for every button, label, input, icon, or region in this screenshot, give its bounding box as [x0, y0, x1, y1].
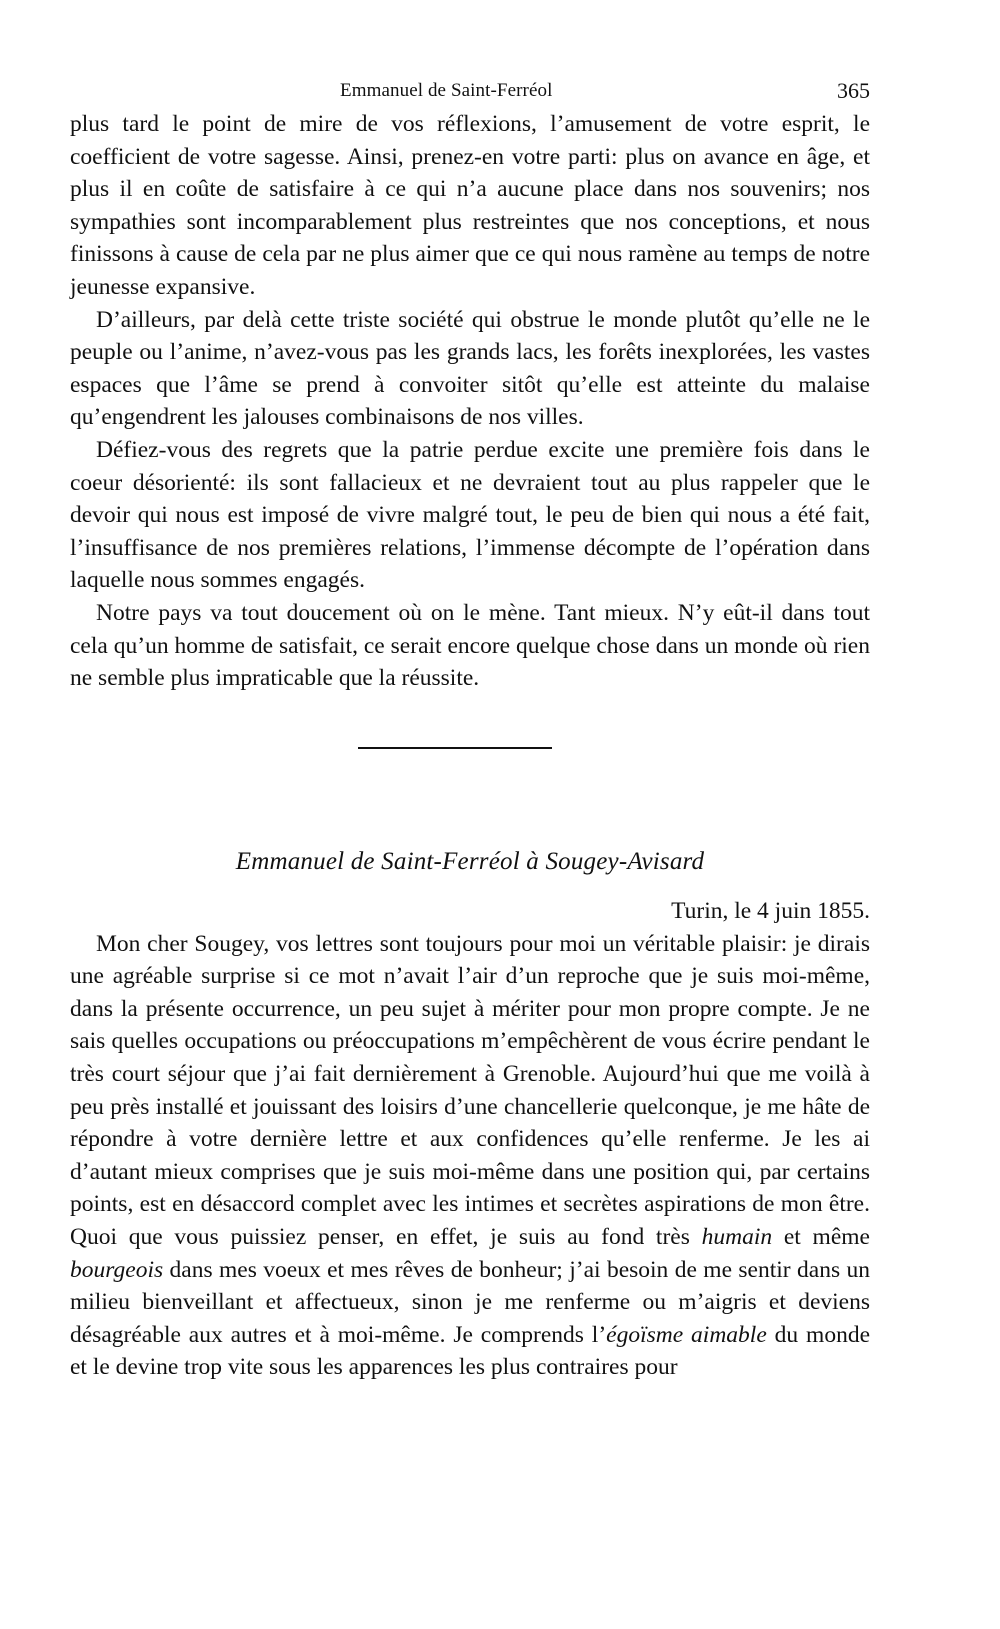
italic-emphasis: bourgeois — [70, 1256, 164, 1283]
page-header — [70, 72, 870, 108]
letter-dateline: Turin, le 4 juin 1855. — [671, 897, 870, 924]
paragraph: D’ailleurs, par delà cette triste société qui obstrue le monde plutôt qu’elle ne le peuple ou l’anime, n’avez-vous pas les grands lacs, les forêts inexplorées, les vastes espaces que l’âme se prend à convoiter sitôt qu’elle est atteinte du malaise qu’engendrent les jalouses combinaisons de nos villes. — [70, 306, 870, 431]
paragraph: Notre pays va tout doucement où on le mène. Tant mieux. N’y eût-il dans tout cela qu’un homme de satisfait, ce serait encore quelque chose dans un monde où rien ne semble plus impraticable que la réussite. — [70, 599, 870, 692]
section-divider-area — [70, 695, 870, 845]
letter-title: Emmanuel de Saint-Ferréol à Sougey-Avisard — [235, 847, 705, 875]
letter-body-paragraph — [70, 928, 870, 1384]
section-divider — [358, 747, 552, 749]
page-number: 365 — [837, 78, 870, 103]
letter-body-text: du monde et le devine trop vite sous les apparences les plus contraires pour — [70, 1321, 870, 1381]
italic-emphasis: égoïsme aimable — [606, 1321, 767, 1348]
letter-body-text: Mon cher Sougey, vos lettres sont toujours pour moi un véritable plaisir: je dirais une agréable surprise si ce mot n’avait l’air d’un reproche que je suis moi-même, dans la présente occurrence, un peu sujet à mériter pour mon propre compte. Je ne sais quelles occupations ou préoccupations m’empêchèrent de vous écrire pendant le très court séjour que j’ai fait dernièrement à Grenoble. Aujourd’hui que me voilà à peu près installé et jouissant des loisirs d’une chancellerie quelconque, je me hâte de répondre à votre dernière lettre et aux confidences qu’elle renferme. Je les ai d’autant mieux comprises que je suis moi-même dans une position qui, par certains points, est en désaccord complet avec les intimes et secrètes aspirations de mon être. Quoi que vous puissiez penser, en effet, je suis au fond très — [70, 930, 870, 1251]
paragraph-continuation: plus tard le point de mire de vos réflexions, l’amusement de votre esprit, le coefficient de votre sagesse. Ainsi, prenez-en votre parti: plus on avance en âge, et plus il en coûte de satisfaire à ce qui n’a aucune place dans nos souvenirs; nos sympathies sont incomparablement plus restreintes que nos conceptions, et nous finissons à cause de cela par ne plus aimer que ce qui nous ramène au temps de notre jeunesse expansive. — [70, 111, 870, 300]
italic-emphasis: humain — [701, 1224, 773, 1251]
letter-body-text: dans mes voeux et mes rêves de bonheur; j’ai besoin de me sentir dans un milieu bienveillant et affectueux, sinon je me renferme ou m’aigris et deviens désagréable aux autres et à moi-même. Je comprends l’ — [70, 1256, 870, 1348]
letter-body-text: et même — [772, 1224, 870, 1251]
running-title: Emmanuel de Saint-Ferréol — [340, 80, 553, 101]
document-page — [70, 72, 870, 1384]
paragraph: Défiez-vous des regrets que la patrie perdue excite une première fois dans le coeur désorienté: ils sont fallacieux et ne devraient tout au plus rappeler que le devoir qui nous est imposé de vivre malgré tout, le peu de bien qui nous a été fait, l’insuffisance de nos premières relations, l’immense décompte de l’opération dans laquelle nous sommes engagés. — [70, 436, 870, 594]
